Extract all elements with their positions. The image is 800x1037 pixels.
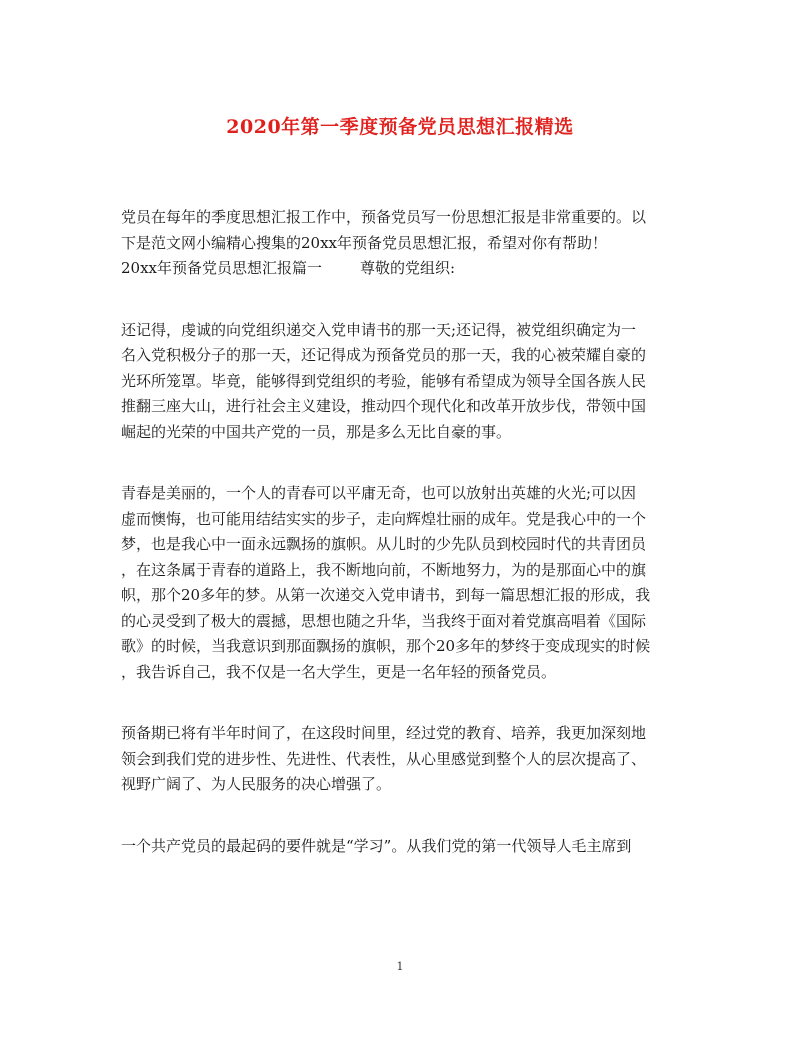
paragraph-line: 梦，也是我心中一面永远飘扬的旗帜。从儿时的少先队员到校园时代的共青团员: [121, 535, 647, 553]
salutation: 尊敬的党组织:: [360, 259, 456, 277]
document-body: [121, 205, 691, 859]
paragraph-line: 的心灵受到了极大的震撼，思想也随之升华，当我终于面对着党旗高唱着《国际: [121, 611, 647, 630]
paragraph-line: 帜，那个20多年的梦。从第一次递交入党申请书，到每一篇思想汇报的形成，我: [121, 586, 651, 604]
paragraph-line: 预备期已将有半年时间了，在这段时间里，经过党的教育、培养，我更加深刻地: [121, 724, 647, 742]
paragraph: [121, 834, 691, 860]
intro-line: 党员在每年的季度思想汇报工作中，预备党员写一份思想汇报是非常重要的。以: [121, 208, 647, 226]
paragraph-line: 视野广阔了、为人民服务的决心增强了。: [121, 775, 392, 793]
paragraph-line: 一个共产党员的最起码的要件就是“学习”。从我们党的第一代领导人毛主席到: [121, 836, 632, 855]
section-heading: 20xx年预备党员思想汇报篇一: [121, 259, 323, 277]
paragraph-line: 青春是美丽的，一个人的青春可以平庸无奇，也可以放射出英雄的火光;可以因: [121, 484, 637, 502]
page-number: 1: [396, 960, 404, 973]
paragraph-line: 歌》的时候，当我意识到那面飘扬的旗帜，那个20多年的梦终于变成现实的时候: [121, 637, 651, 655]
paragraph: [121, 721, 691, 798]
paragraph-line: 还记得，虔诚的向党组织递交入党申请书的那一天;还记得，被党组织确定为一: [121, 320, 637, 339]
paragraph-line: 领会到我们党的进步性、先进性、代表性，从心里感觉到整个人的层次提高了、: [121, 749, 647, 768]
paragraph-line: ，在这条属于青春的道路上，我不断地向前，不断地努力，为的是那面心中的旗: [121, 560, 647, 579]
paragraph-line: ，我告诉自己，我不仅是一名大学生，更是一名年轻的预备党员。: [121, 662, 557, 681]
paragraph: [121, 318, 691, 446]
paragraph-line: 崛起的光荣的中国共产党的一员，那是多么无比自豪的事。: [121, 422, 512, 441]
document-title: 2020年第一季度预备党员思想汇报精选: [226, 116, 574, 138]
section-heading-line: [121, 256, 691, 282]
paragraph-line: 虚而懊悔，也可能用结结实实的步子，走向辉煌壮丽的成年。党是我心中的一个: [121, 509, 647, 528]
paragraph-line: 推翻三座大山，进行社会主义建设，推动四个现代化和改革开放步伐，带领中国: [121, 397, 647, 415]
paragraph-line: 名入党积极分子的那一天，还记得成为预备党员的那一天，我的心被荣耀自豪的: [121, 346, 647, 364]
paragraph-line: 光环所笼罩。毕竟，能够得到党组织的考验，能够有希望成为领导全国各族人民: [121, 371, 647, 390]
paragraph: [121, 481, 691, 685]
intro-line: 下是范文网小编精心搜集的20xx年预备党员思想汇报，希望对你有帮助！: [121, 233, 608, 252]
